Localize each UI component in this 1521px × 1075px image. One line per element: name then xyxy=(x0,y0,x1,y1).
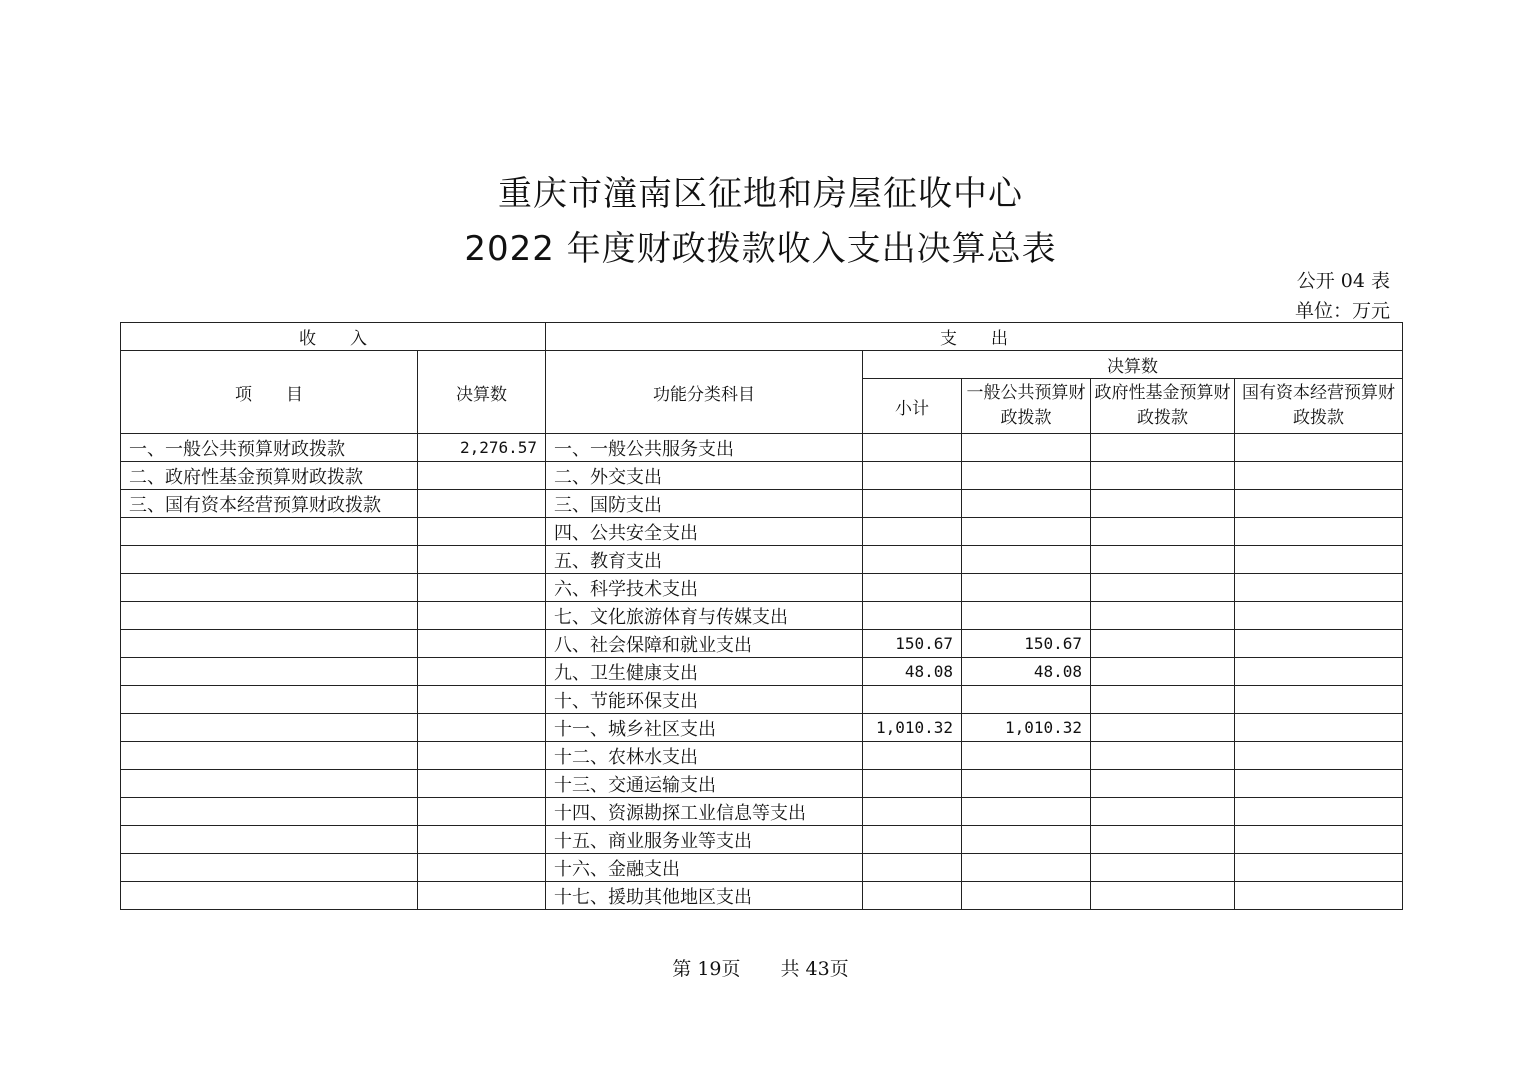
general-budget-cell xyxy=(962,798,1091,826)
expense-item-cell: 十四、资源勘探工业信息等支出 xyxy=(546,798,863,826)
subtotal-cell xyxy=(863,490,962,518)
general-budget-cell xyxy=(962,518,1091,546)
general-budget-cell xyxy=(962,574,1091,602)
expense-item-cell: 一、一般公共服务支出 xyxy=(546,434,863,462)
state-capital-cell xyxy=(1235,770,1403,798)
income-item-cell xyxy=(121,602,418,630)
state-capital-cell xyxy=(1235,826,1403,854)
income-amount-cell xyxy=(418,882,546,910)
income-amount-cell xyxy=(418,602,546,630)
table-row xyxy=(121,546,1403,574)
subtotal-cell: 48.08 xyxy=(863,658,962,686)
general-budget-cell xyxy=(962,602,1091,630)
page-number: 第 19页 xyxy=(672,958,741,980)
subtotal-cell xyxy=(863,742,962,770)
income-amount-cell xyxy=(418,798,546,826)
gov-fund-cell xyxy=(1091,434,1235,462)
general-budget-cell xyxy=(962,546,1091,574)
gov-fund-cell xyxy=(1091,686,1235,714)
gov-fund-cell xyxy=(1091,602,1235,630)
table-row xyxy=(121,630,1403,658)
expense-header: 支 出 xyxy=(546,323,1403,351)
state-capital-cell xyxy=(1235,490,1403,518)
gov-fund-cell xyxy=(1091,770,1235,798)
income-item-cell xyxy=(121,742,418,770)
subtotal-cell xyxy=(863,546,962,574)
state-capital-cell xyxy=(1235,714,1403,742)
item-header: 项 目 xyxy=(121,351,418,434)
final-amount-header: 决算数 xyxy=(863,351,1403,379)
income-item-cell xyxy=(121,574,418,602)
income-item-cell xyxy=(121,518,418,546)
income-amount-cell xyxy=(418,630,546,658)
table-row xyxy=(121,658,1403,686)
subtotal-cell xyxy=(863,602,962,630)
income-item-cell xyxy=(121,686,418,714)
income-item-cell xyxy=(121,770,418,798)
state-capital-cell xyxy=(1235,434,1403,462)
subtotal-cell xyxy=(863,882,962,910)
general-budget-cell xyxy=(962,882,1091,910)
income-amount-cell xyxy=(418,826,546,854)
subtotal-cell xyxy=(863,826,962,854)
budget-table xyxy=(120,322,1403,910)
table-row xyxy=(121,462,1403,490)
expense-item-cell: 五、教育支出 xyxy=(546,546,863,574)
income-item-cell xyxy=(121,798,418,826)
expense-item-cell: 六、科学技术支出 xyxy=(546,574,863,602)
income-item-cell xyxy=(121,546,418,574)
table-row xyxy=(121,826,1403,854)
gov-fund-cell xyxy=(1091,798,1235,826)
state-capital-header: 国有资本经营预算财政拨款 xyxy=(1235,379,1403,434)
income-item-cell: 三、国有资本经营预算财政拨款 xyxy=(121,490,418,518)
function-class-header: 功能分类科目 xyxy=(546,351,863,434)
state-capital-cell xyxy=(1235,798,1403,826)
expense-item-cell: 七、文化旅游体育与传媒支出 xyxy=(546,602,863,630)
state-capital-cell xyxy=(1235,630,1403,658)
subtotal-cell xyxy=(863,434,962,462)
general-budget-cell xyxy=(962,770,1091,798)
state-capital-cell xyxy=(1235,742,1403,770)
general-budget-cell: 150.67 xyxy=(962,630,1091,658)
table-row xyxy=(121,490,1403,518)
state-capital-cell xyxy=(1235,462,1403,490)
subtotal-cell xyxy=(863,518,962,546)
gov-fund-cell xyxy=(1091,518,1235,546)
income-item-cell xyxy=(121,854,418,882)
gov-fund-cell xyxy=(1091,630,1235,658)
general-budget-cell: 48.08 xyxy=(962,658,1091,686)
income-item-cell: 一、一般公共预算财政拨款 xyxy=(121,434,418,462)
expense-item-cell: 十三、交通运输支出 xyxy=(546,770,863,798)
income-item-cell xyxy=(121,630,418,658)
gov-fund-cell xyxy=(1091,574,1235,602)
table-row xyxy=(121,854,1403,882)
gov-fund-cell xyxy=(1091,546,1235,574)
expense-item-cell: 十五、商业服务业等支出 xyxy=(546,826,863,854)
expense-item-cell: 十二、农林水支出 xyxy=(546,742,863,770)
table-row xyxy=(121,686,1403,714)
expense-item-cell: 九、卫生健康支出 xyxy=(546,658,863,686)
state-capital-cell xyxy=(1235,574,1403,602)
income-amount-cell xyxy=(418,462,546,490)
table-row xyxy=(121,714,1403,742)
subtotal-cell xyxy=(863,574,962,602)
general-budget-cell xyxy=(962,854,1091,882)
table-row xyxy=(121,602,1403,630)
gov-fund-cell xyxy=(1091,826,1235,854)
expense-item-cell: 十一、城乡社区支出 xyxy=(546,714,863,742)
income-amount-cell xyxy=(418,742,546,770)
state-capital-cell xyxy=(1235,518,1403,546)
general-budget-cell xyxy=(962,462,1091,490)
page-subtitle: 2022 年度财政拨款收入支出决算总表 xyxy=(464,229,1057,269)
subtotal-cell xyxy=(863,462,962,490)
general-budget-cell xyxy=(962,742,1091,770)
general-budget-cell xyxy=(962,434,1091,462)
table-row xyxy=(121,742,1403,770)
unit-label: 单位：万元 xyxy=(1294,300,1390,322)
income-amount-cell xyxy=(418,770,546,798)
state-capital-cell xyxy=(1235,882,1403,910)
income-amount-cell xyxy=(418,714,546,742)
subtotal-header: 小计 xyxy=(863,379,962,434)
subtotal-cell xyxy=(863,798,962,826)
form-number: 公开 04 表 xyxy=(1296,270,1390,292)
income-amount-cell xyxy=(418,546,546,574)
income-amount-cell xyxy=(418,854,546,882)
general-budget-cell xyxy=(962,826,1091,854)
income-item-cell xyxy=(121,714,418,742)
subtotal-cell: 150.67 xyxy=(863,630,962,658)
table-row xyxy=(121,518,1403,546)
income-amount-cell: 2,276.57 xyxy=(418,434,546,462)
table-row xyxy=(121,798,1403,826)
subtotal-cell: 1,010.32 xyxy=(863,714,962,742)
income-header: 收 入 xyxy=(121,323,546,351)
subtotal-cell xyxy=(863,854,962,882)
subtotal-cell xyxy=(863,686,962,714)
subtotal-cell xyxy=(863,770,962,798)
table-row xyxy=(121,770,1403,798)
expense-item-cell: 十七、援助其他地区支出 xyxy=(546,882,863,910)
amount-header: 决算数 xyxy=(418,351,546,434)
page-footer xyxy=(0,954,1521,981)
gov-fund-cell xyxy=(1091,462,1235,490)
general-budget-header: 一般公共预算财政拨款 xyxy=(962,379,1091,434)
expense-item-cell: 三、国防支出 xyxy=(546,490,863,518)
gov-fund-cell xyxy=(1091,658,1235,686)
table-row xyxy=(121,882,1403,910)
income-amount-cell xyxy=(418,518,546,546)
general-budget-cell xyxy=(962,490,1091,518)
expense-item-cell: 八、社会保障和就业支出 xyxy=(546,630,863,658)
gov-fund-cell xyxy=(1091,742,1235,770)
page-total: 共 43页 xyxy=(780,958,849,980)
general-budget-cell: 1,010.32 xyxy=(962,714,1091,742)
state-capital-cell xyxy=(1235,602,1403,630)
state-capital-cell xyxy=(1235,686,1403,714)
table-row xyxy=(121,574,1403,602)
income-item-cell xyxy=(121,826,418,854)
expense-item-cell: 四、公共安全支出 xyxy=(546,518,863,546)
gov-fund-cell xyxy=(1091,854,1235,882)
income-amount-cell xyxy=(418,658,546,686)
expense-item-cell: 十、节能环保支出 xyxy=(546,686,863,714)
gov-fund-cell xyxy=(1091,714,1235,742)
page-title: 重庆市潼南区征地和房屋征收中心 xyxy=(498,174,1023,214)
income-item-cell: 二、政府性基金预算财政拨款 xyxy=(121,462,418,490)
general-budget-cell xyxy=(962,686,1091,714)
income-amount-cell xyxy=(418,490,546,518)
gov-fund-header: 政府性基金预算财政拨款 xyxy=(1091,379,1235,434)
gov-fund-cell xyxy=(1091,882,1235,910)
income-item-cell xyxy=(121,658,418,686)
income-amount-cell xyxy=(418,574,546,602)
state-capital-cell xyxy=(1235,854,1403,882)
table-row xyxy=(121,434,1403,462)
expense-item-cell: 十六、金融支出 xyxy=(546,854,863,882)
income-item-cell xyxy=(121,882,418,910)
gov-fund-cell xyxy=(1091,490,1235,518)
expense-item-cell: 二、外交支出 xyxy=(546,462,863,490)
state-capital-cell xyxy=(1235,658,1403,686)
state-capital-cell xyxy=(1235,546,1403,574)
income-amount-cell xyxy=(418,686,546,714)
